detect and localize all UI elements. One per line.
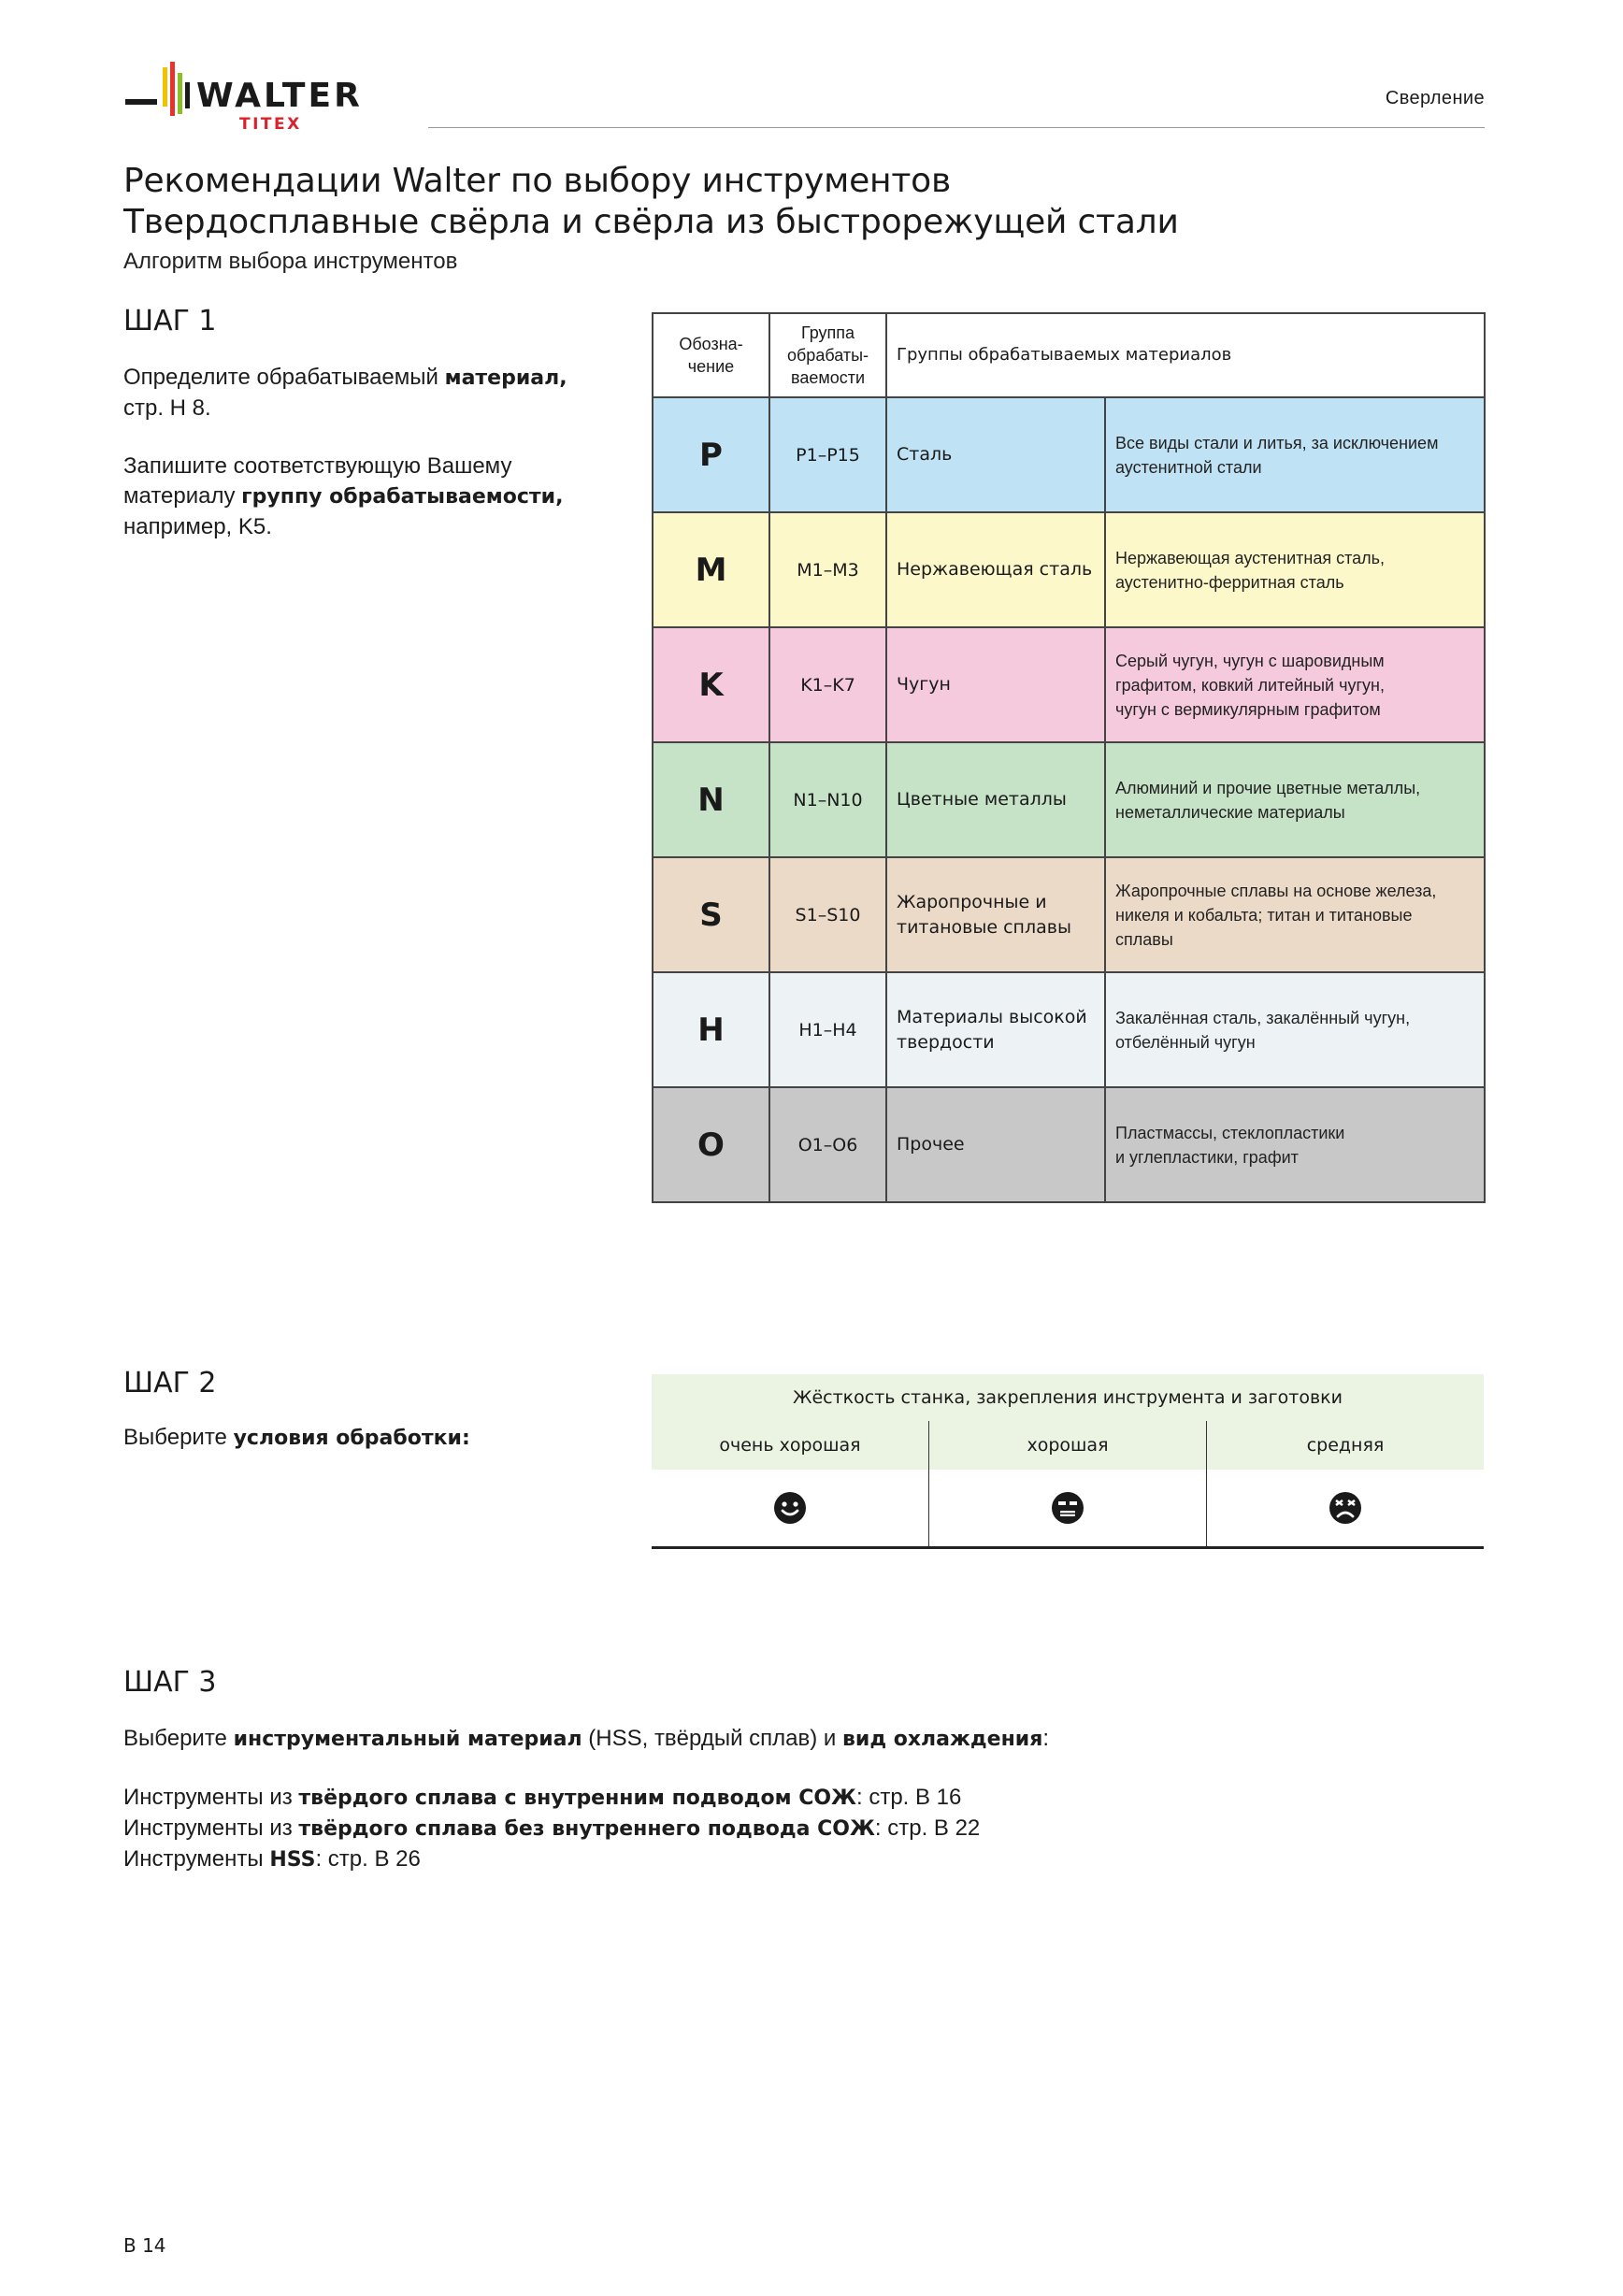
material-row-n: [653, 742, 1485, 857]
page-title-block: [123, 161, 1179, 277]
material-range: M1–M3: [769, 512, 886, 627]
material-range: H1–H4: [769, 972, 886, 1087]
material-group: Нержавеющая сталь: [886, 512, 1105, 627]
svg-text:WALTER: WALTER: [196, 77, 363, 115]
conditions-title: Жёсткость станка, закрепления инструмента и заготовки: [652, 1374, 1484, 1421]
condition-label-average: средняя: [1206, 1421, 1484, 1470]
material-code: M: [653, 512, 769, 627]
material-code: O: [653, 1087, 769, 1202]
step3-line1: Выберите инструментальный материал (HSS, твёрдый сплав) и вид охлаждения:: [123, 1726, 1050, 1751]
svg-text:TITEX: TITEX: [239, 115, 302, 133]
material-group: Материалы высокой твердости: [886, 972, 1105, 1087]
header-material-groups: Группы обрабатываемых материалов: [886, 313, 1485, 397]
page-title-line1: Рекомендации Walter по выбору инструментов: [123, 162, 952, 200]
material-row-k: [653, 627, 1485, 742]
step1-text: [123, 363, 610, 542]
condition-cell-average: [1206, 1470, 1484, 1546]
material-row-p: [653, 397, 1485, 512]
step3-link-carbide-internal-coolant[interactable]: Инструменты из твёрдого сплава с внутренним подводом СОЖ: стр. B 16: [123, 1785, 962, 1810]
step1-p2-text: материалу: [123, 483, 242, 509]
step3-link-hss[interactable]: Инструменты HSS: стр. B 26: [123, 1846, 421, 1872]
material-row-h: [653, 972, 1485, 1087]
condition-label-good: хорошая: [928, 1421, 1206, 1470]
page-number: B 14: [123, 2234, 166, 2257]
header-divider: [428, 127, 1485, 128]
material-group: Сталь: [886, 397, 1105, 512]
smiley-neutral-icon: [1051, 1491, 1084, 1525]
condition-label-very-good: очень хорошая: [719, 1435, 861, 1456]
material-code: N: [653, 742, 769, 857]
material-row-o: [653, 1087, 1485, 1202]
step2-text: [123, 1423, 470, 1454]
material-description: Жаропрочные сплавы на основе железа, никеля и кобальта; титан и титановые сплавы: [1105, 857, 1485, 972]
step1-p2-example: например, K5.: [123, 514, 272, 539]
material-group: Прочее: [886, 1087, 1105, 1202]
material-groups-table: [652, 312, 1486, 1203]
material-description: Все виды стали и литья, за исключением аустенитной стали: [1105, 397, 1485, 512]
material-range: P1–P15: [769, 397, 886, 512]
step3-text: [123, 1724, 1432, 1875]
material-description: Алюминий и прочие цветные металлы, неметаллические материалы: [1105, 742, 1485, 857]
step1-heading: ШАГ 1: [123, 305, 217, 337]
material-description: Закалённая сталь, закалённый чугун, отбелённый чугун: [1105, 972, 1485, 1087]
material-description: Серый чугун, чугун с шаровидным графитом, ковкий литейный чугун, чугун с вермикулярным графитом: [1105, 627, 1485, 742]
page-subtitle: Алгоритм выбора инструментов: [123, 249, 458, 274]
step2-text-bold: условия обработки:: [233, 1427, 470, 1450]
material-group: Жаропрочные и титановые сплавы: [886, 857, 1105, 972]
material-group: Цветные металлы: [886, 742, 1105, 857]
header-designation: Обозна- чение: [653, 313, 769, 397]
material-code: S: [653, 857, 769, 972]
step1-p1-ref: стр. H 8.: [123, 395, 211, 421]
condition-cell-good: [928, 1470, 1206, 1546]
condition-cell-very-good: [652, 1470, 928, 1546]
material-row-m: [653, 512, 1485, 627]
step1-p2-line1: Запишите соответствующую Вашему: [123, 453, 512, 479]
material-range: N1–N10: [769, 742, 886, 857]
step2-text-plain: Выберите: [123, 1425, 234, 1450]
machining-conditions-table: [652, 1374, 1484, 1549]
step2-heading: ШАГ 2: [123, 1367, 217, 1399]
section-title: Сверление: [1385, 88, 1485, 108]
material-range: O1–O6: [769, 1087, 886, 1202]
material-code: K: [653, 627, 769, 742]
step3-link-carbide-no-internal-coolant[interactable]: Инструменты из твёрдого сплава без внутреннего подвода СОЖ: стр. B 22: [123, 1815, 981, 1841]
material-description: Нержавеющая аустенитная сталь, аустенитно-ферритная сталь: [1105, 512, 1485, 627]
step1-p2-bold: группу обрабатываемости,: [241, 485, 564, 509]
walter-titex-logo: [123, 58, 404, 133]
smiley-sad-icon: [1329, 1491, 1362, 1525]
header-machinability-group: Группа обрабаты- ваемости: [769, 313, 886, 397]
material-range: K1–K7: [769, 627, 886, 742]
material-range: S1–S10: [769, 857, 886, 972]
material-row-s: [653, 857, 1485, 972]
material-code: P: [653, 397, 769, 512]
step1-p1-text: Определите обрабатываемый: [123, 365, 445, 390]
step1-p1-bold: материал,: [444, 366, 567, 390]
step3-heading: ШАГ 3: [123, 1666, 217, 1699]
material-code: H: [653, 972, 769, 1087]
material-group: Чугун: [886, 627, 1105, 742]
material-description: Пластмассы, стеклопластики и углепластики, графит: [1105, 1087, 1485, 1202]
smiley-happy-icon: [773, 1491, 807, 1525]
page-title-line2: Твердосплавные свёрла и свёрла из быстрорежущей стали: [123, 203, 1179, 241]
